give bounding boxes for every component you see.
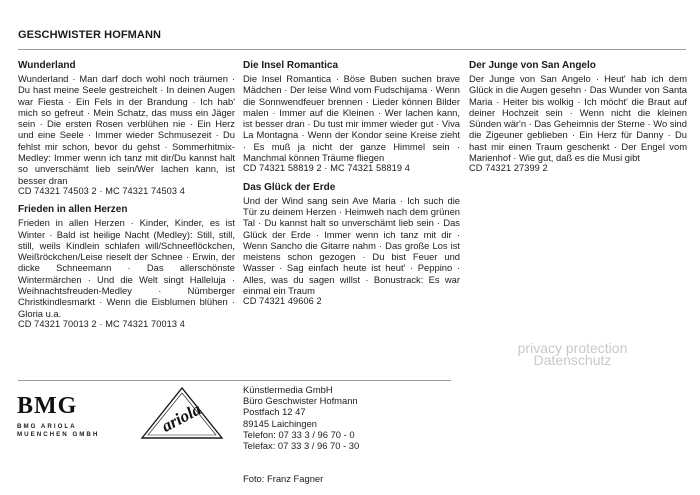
watermark-line-2: Datenschutz <box>533 352 612 368</box>
column-3 <box>469 60 687 182</box>
header-divider <box>18 49 686 50</box>
column-1 <box>18 60 235 337</box>
album-catalog-number: CD 74321 70013 2 · MC 74321 70013 4 <box>18 318 185 329</box>
footer-divider <box>18 380 451 381</box>
album-title: Wunderland <box>18 60 76 71</box>
bmg-logo-subline-2: MUENCHEN GMBH <box>17 430 100 438</box>
album-insel-romantica <box>243 60 460 175</box>
address-line: Künstlermedia GmbH <box>243 384 333 395</box>
address-line: Postfach 12 47 <box>243 406 306 418</box>
address-line: Büro Geschwister Hofmann <box>243 395 358 407</box>
album-tracklist: Wunderland · Man darf doch wohl noch träumen · Du hast meine Seele gestreichelt · In deinen Augen war Fiesta · Ein Fels in der Brandung · Ich hab' mich so gefreut · Mein Schatz, das muss ein Jäger sein · Die ersten Rosen verblühen nie · Ein Herz und eine Seele · Immer wieder Schmusezeit · Du fehlst mir schon, bevor du gehst · Sommerhitmix-Medley: Immer wenn ich tanz mit dir/Du kannst halt so unverschämt lieb sein/Wer lachen kann, ist besser dran <box>18 73 235 186</box>
ariola-logo-text: ariola <box>158 399 205 436</box>
album-catalog-number: CD 74321 27399 2 <box>469 163 548 174</box>
album-catalog-number: CD 74321 49606 2 <box>243 296 322 307</box>
address-line: Telefon: 07 33 3 / 96 70 - 0 <box>243 428 355 440</box>
album-title: Die Insel Romantica <box>243 60 339 71</box>
album-junge-von-san-angelo <box>469 60 687 175</box>
album-catalog-number: CD 74321 74503 2 · MC 74321 74503 4 <box>18 185 185 196</box>
album-tracklist: Die Insel Romantica · Böse Buben suchen brave Mädchen · Der leise Wind vom Fudschijama · Wenn die Sonnwendfeuer brennen · Lieder können Bilder malen · Immer auf die Kleinen · Wer lachen kann, ist besser dran · Du tust mir immer wieder gut · Viva La Montagna · Wenn der Kondor seine Kreise zieht · Es muß ja nicht der ganze Himmel sein · Manchmal können Träume fliegen <box>243 73 460 164</box>
album-tracklist: Und der Wind sang sein Ave Maria · Ich such die Tür zu deinem Herzen · Heimweh nach dem grünen Tal · Du kannst halt so unverschämt lieb sein · Das Glück der Erde · Immer wenn ich tanz mit dir · Wenn Sancho die Gitarre nahm · Das große Los ist meistens schon gezogen · Du bist Feuer und Wasser · Sag einfach heute ist heut' · Peppino · Alles, was du sagen willst · Bonustrack: Es war einmal ein Traum <box>243 194 460 297</box>
bmg-logo-subline-1: BMG ARIOLA <box>17 423 77 430</box>
contact-address <box>243 384 359 451</box>
album-frieden <box>18 204 235 330</box>
album-glueck-der-erde <box>243 182 460 308</box>
watermark-line-1: privacy protection <box>517 340 628 356</box>
album-tracklist: Frieden in allen Herzen · Kinder, Kinder, es ist Winter · Bald ist heilige Nacht (Medley): Still, still, still, weils Kindlein schlafen will/Schneeflöckchen, Weißröckchen/Leise rieselt der Schnee · Erwin, der dicke Schneemann · Das allerschönste Wintermärchen · Und die Welt singt Halleluja · Weihnachtsfreuden-Medley · Nürnberger Christkindlesmarkt · Wenn die Eisblumen blühen · Gloria u.a. <box>18 217 235 319</box>
address-line: Telefax: 07 33 3 / 96 70 - 30 <box>243 440 360 452</box>
page-title: GESCHWISTER HOFMANN <box>18 29 162 41</box>
ariola-logo <box>138 387 226 444</box>
bmg-logo <box>17 394 125 438</box>
album-title: Das Glück der Erde <box>243 181 336 193</box>
album-tracklist: Der Junge von San Angelo · Heut' hab ich dem Glück in die Augen gesehn · Das Wunder von Santa Maria · Heiter bis wolkig · Ich möcht' die Braut auf deiner Hochzeit sein · Wenn nicht die kleinen Sünden wär'n · Das Geheimnis der Sterne · Wo sind die Zigeuner geblieben · Ein Herz für Danny · Du hast mir einen Traum geschenkt · Der Engel vom Marienhof · Wie gut, daß es die Musi gibt <box>469 73 687 164</box>
album-catalog-number: CD 74321 58819 2 · MC 74321 58819 4 <box>243 163 410 174</box>
bmg-logo-mark: BMG <box>17 393 78 419</box>
photo-credit: Foto: Franz Fagner <box>243 473 324 484</box>
privacy-watermark <box>500 342 645 366</box>
address-line: 89145 Laichingen <box>243 417 318 429</box>
album-title: Frieden in allen Herzen <box>18 204 128 216</box>
album-title: Der Junge von San Angelo <box>469 60 596 71</box>
album-wunderland <box>18 60 235 197</box>
column-2 <box>243 60 460 315</box>
